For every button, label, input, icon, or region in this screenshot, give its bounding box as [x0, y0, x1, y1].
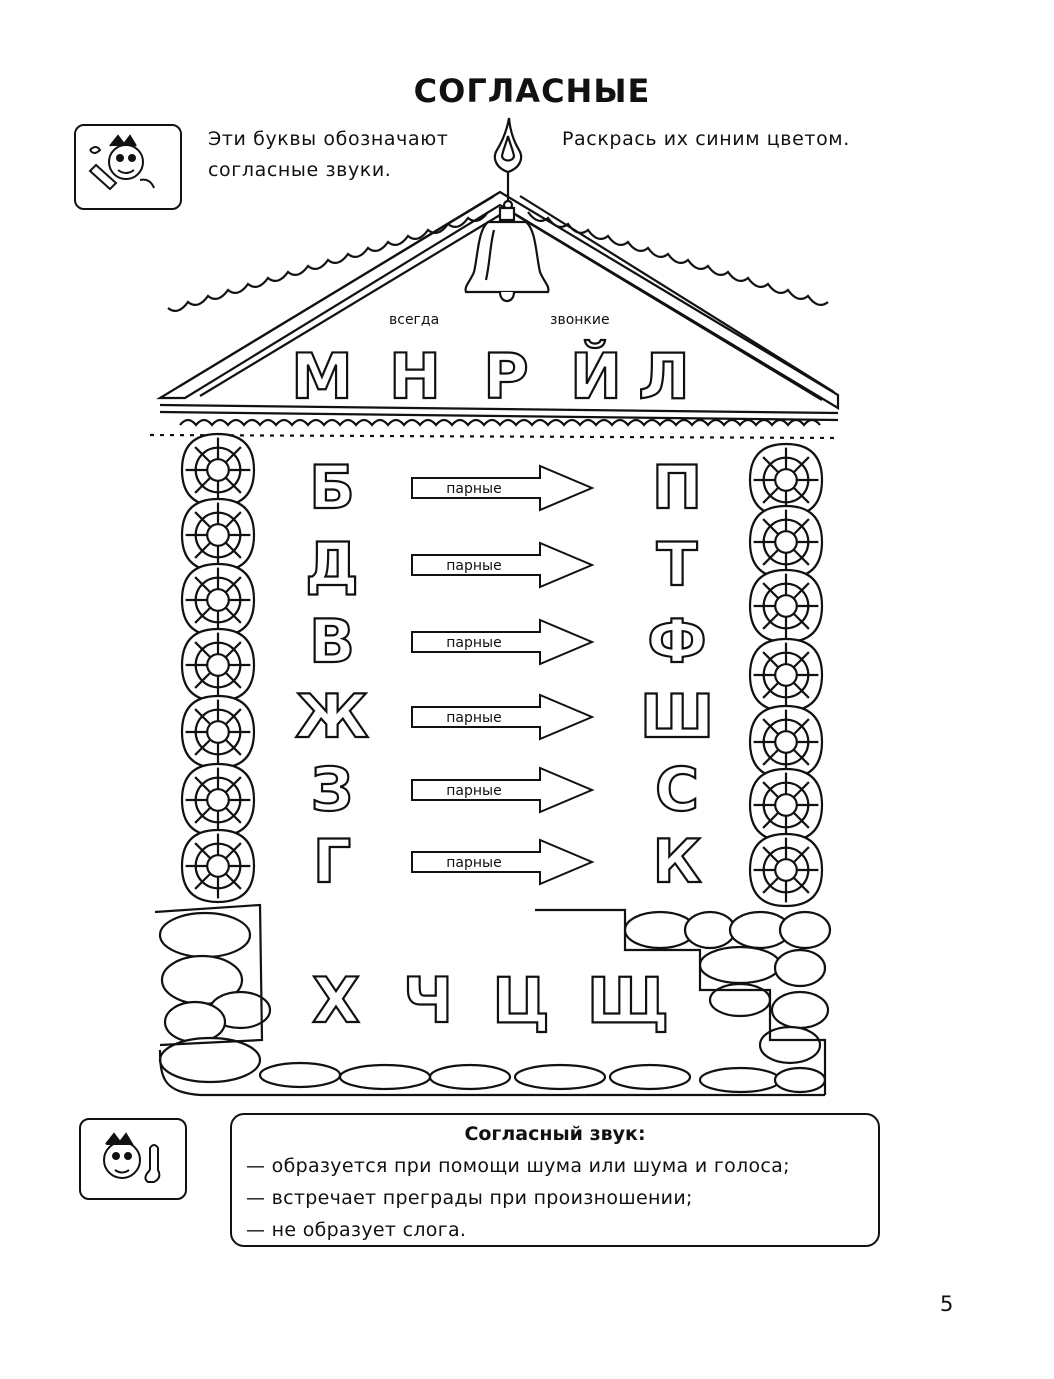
voiceless-letter: Ф — [647, 607, 707, 677]
pair-arrow — [412, 840, 592, 884]
rule-title: Согласный звук: — [464, 1123, 646, 1145]
pair-row — [295, 682, 714, 752]
pair-arrow — [412, 543, 592, 587]
rule-line-3: — не образует слога. — [246, 1219, 467, 1241]
log-end — [750, 706, 822, 778]
log-end — [750, 506, 822, 578]
roof-letter: Й — [570, 340, 622, 413]
pair-row — [305, 530, 697, 600]
pair-row — [313, 827, 702, 897]
log-end — [182, 830, 254, 902]
voiceless-letter: Ш — [639, 682, 715, 752]
voiced-letter: Б — [309, 453, 355, 523]
writing-task-icon-frame — [74, 124, 182, 210]
log-end — [182, 564, 254, 636]
log-end — [750, 769, 822, 841]
voiced-letter: З — [310, 755, 354, 825]
page-number: 5 — [940, 1292, 954, 1316]
pair-row — [309, 453, 702, 523]
page-title: СОГЛАСНЫЕ — [413, 72, 651, 110]
rule-line-1: — образуется при помощи шума или шума и голоса; — [246, 1155, 790, 1177]
voiced-letter: Д — [305, 530, 359, 600]
rule-box — [230, 1113, 880, 1247]
pair-arrow — [412, 695, 592, 739]
pair-label: парные — [446, 635, 502, 651]
log-end — [182, 764, 254, 836]
log-end — [182, 434, 254, 506]
unpaired-letter: Ч — [402, 964, 454, 1037]
roof-letters — [291, 340, 690, 413]
log-end — [750, 834, 822, 906]
pair-label: парные — [446, 710, 502, 726]
voiceless-letter: П — [651, 453, 703, 523]
voiceless-letter: К — [652, 827, 702, 897]
pair-arrow — [412, 768, 592, 812]
voiceless-letter: С — [654, 755, 700, 825]
roof-spire — [495, 118, 521, 209]
pair-row — [311, 755, 699, 825]
pair-label: парные — [446, 481, 502, 497]
roof-label-always: всегда — [389, 312, 440, 328]
unpaired-letter: Х — [312, 964, 360, 1037]
voiced-letter: Ж — [295, 682, 369, 752]
log-columns — [182, 434, 822, 906]
roof-label-voiced: звонкие — [550, 312, 610, 328]
pair-arrow — [412, 620, 592, 664]
pair-label: парные — [446, 558, 502, 574]
rule-icon-frame — [79, 1118, 187, 1200]
intro-line-2: согласные звуки. — [208, 159, 392, 181]
log-end — [182, 696, 254, 768]
unpaired-letter: Щ — [586, 964, 670, 1037]
roof-letter: Л — [638, 340, 690, 413]
log-end — [182, 499, 254, 571]
rule-line-2: — встречает преграды при произношении; — [246, 1187, 693, 1209]
roof-letter: М — [291, 340, 353, 413]
voiceless-letter: Т — [656, 530, 698, 600]
log-end — [750, 639, 822, 711]
unpaired-letter: Ц — [492, 964, 550, 1037]
log-end — [182, 629, 254, 701]
bottom-letters — [312, 964, 669, 1037]
log-end — [750, 570, 822, 642]
voiced-letter: Г — [312, 827, 352, 897]
instruction-text: Раскрась их синим цветом. — [562, 128, 850, 150]
pair-label: парные — [446, 783, 502, 799]
pair-rows — [295, 453, 714, 897]
intro-line-1: Эти буквы обозначают — [208, 128, 449, 150]
voiced-letter: В — [309, 607, 355, 677]
pair-arrow — [412, 466, 592, 510]
bell-icon — [466, 208, 549, 301]
pair-row — [309, 607, 707, 677]
roof-letter: Н — [389, 340, 441, 413]
pair-label: парные — [446, 855, 502, 871]
roof-letter: Р — [483, 340, 529, 413]
intro-text — [208, 124, 448, 186]
